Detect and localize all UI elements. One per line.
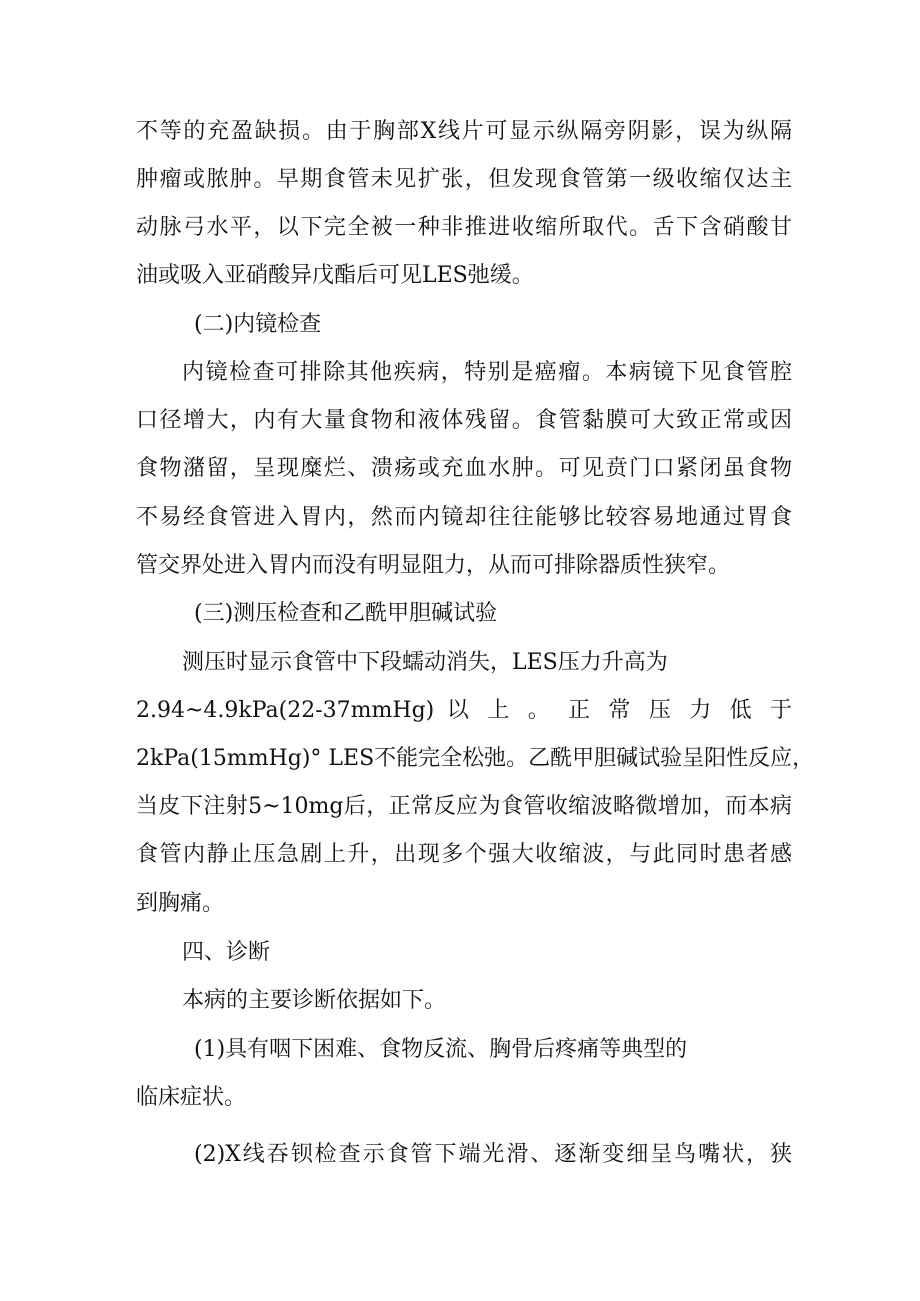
body-line: 肿瘤或脓肿。早期食管未见扩张，但发现食管第一级收缩仅达主 — [136, 167, 792, 192]
body-line: 食物潴留，呈现糜烂、溃疡或充血水肿。可见贲门口紧闭虽食物 — [136, 456, 792, 481]
list-item-line: (2)X线吞钡检查示食管下端光滑、逐渐变细呈鸟嘴状，狭 — [194, 1142, 792, 1167]
body-line: 动脉弓水平，以下完全被一种非推进收缩所取代。舌下含硝酸甘 — [136, 215, 792, 240]
body-line: 内镜检查可排除其他疾病，特别是癌瘤。本病镜下见食管腔 — [182, 360, 792, 385]
body-line: 不易经食管进入胃内，然而内镜却往往能够比较容易地通过胃食 — [136, 505, 792, 530]
body-line: 测压时显示食管中下段蠕动消失，LES压力升高为 — [182, 650, 668, 675]
body-line: 油或吸入亚硝酸异戊酯后可见LES弛缓。 — [136, 263, 534, 288]
body-line: 到胸痛。 — [136, 891, 225, 916]
body-line: 当皮下注射5~10mg后，正常反应为食管收缩波略微增加，而本病 — [136, 794, 792, 819]
section-heading: (三)测压检查和乙酰甲胆碱试验 — [194, 601, 498, 626]
body-line: 食管内静止压急剧上升，出现多个强大收缩波，与此同时患者感 — [136, 842, 792, 867]
body-line: 本病的主要诊断依据如下。 — [182, 988, 447, 1013]
body-line: 管交界处进入胃内而没有明显阻力，从而可排除器质性狭窄。 — [136, 553, 731, 578]
body-line: 口径增大，内有大量食物和液体残留。食管黏膜可大致正常或因 — [136, 408, 792, 433]
section-heading: 四、诊断 — [182, 940, 271, 965]
section-heading: (二)内镜检查 — [194, 312, 322, 337]
list-item-line: (1)具有咽下困难、食物反流、胸骨后疼痛等典型的 — [194, 1037, 688, 1062]
body-line: 2kPa(15mmHg)° LES不能完全松弛。乙酰甲胆碱试验呈阳性反应， — [136, 746, 815, 771]
body-line: 2.94~4.9kPa(22-37mmHg) 以 上 。 正 常 压 力 低 于 — [136, 698, 792, 723]
body-line: 不等的充盈缺损。由于胸部X线片可显示纵隔旁阴影，误为纵隔 — [136, 119, 792, 144]
list-item-line: 临床症状。 — [136, 1085, 247, 1110]
